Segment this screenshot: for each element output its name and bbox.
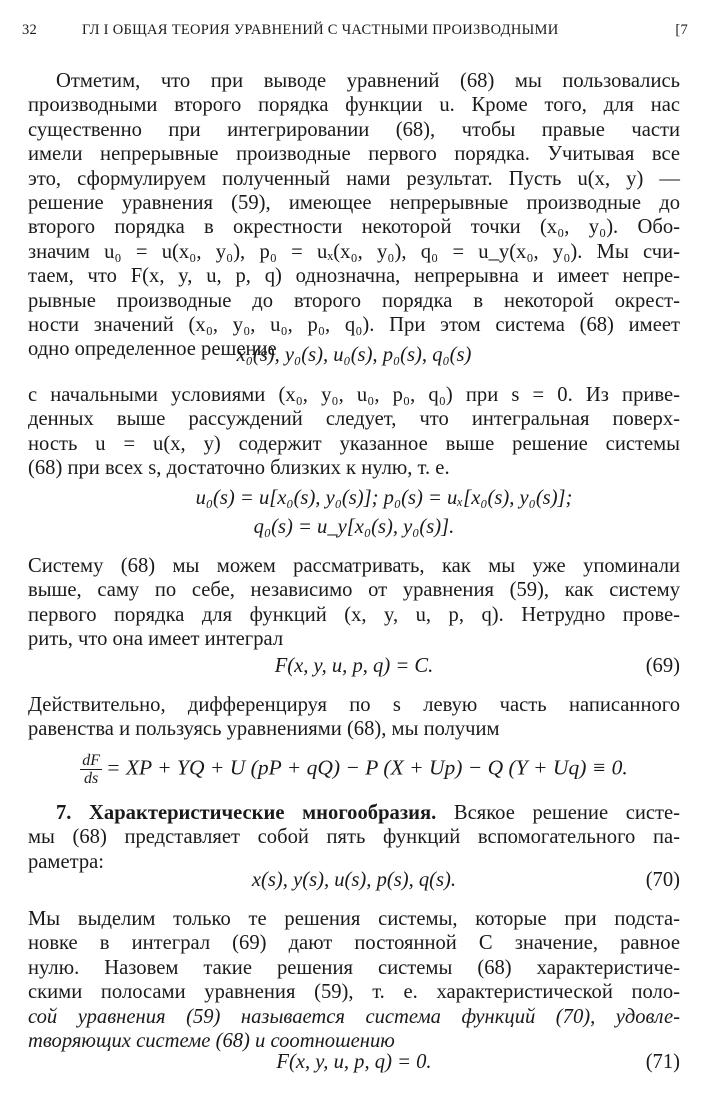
paragraph-2	[28, 383, 680, 481]
text-line: Мы выделим только те решения системы, которые при подста-	[28, 908, 680, 930]
equation-71	[28, 1051, 680, 1074]
chapter-title: ГЛ I ОБЩАЯ ТЕОРИЯ УРАВНЕНИЙ С ЧАСТНЫМИ ПРОИЗВОДНЫМИ	[82, 22, 559, 38]
text-line: это, сформулируем полученный нами результат. Пусть u(x, y) —	[28, 167, 680, 190]
equation-71-number: (71)	[645, 1051, 680, 1073]
equation-69	[28, 655, 680, 678]
text-line: Систему (68) мы можем рассматривать, как мы уже упоминали	[28, 555, 680, 577]
fraction-denominator: ds	[84, 770, 99, 787]
paragraph-4	[28, 693, 680, 742]
text-line: денных выше рассуждений следует, что интегральная поверх-	[28, 408, 680, 431]
text-line: сой уравнения (59) называется система функций (70), удовле-	[28, 1005, 680, 1028]
text-line: новке в интеграл (69) дают постоянной C значение, равное	[28, 932, 680, 955]
paragraph-5	[28, 907, 680, 1053]
text-line: мы (68) представляет собой пять функций вспомогательного па-	[28, 826, 680, 849]
formula-solution: x₀(s), y₀(s), u₀(s), p₀(s), q₀(s)	[236, 344, 472, 366]
fraction-numerator: dF	[82, 752, 101, 769]
equation-69-number: (69)	[645, 655, 680, 677]
formula-initial-conditions-2: q₀(s) = u_y[x₀(s), y₀(s)].	[253, 516, 455, 538]
text-line: рить, что она имеет интеграл	[28, 628, 284, 651]
text-line: существенно при интегрировании (68), чтобы правые части	[28, 118, 680, 141]
section-text: Всякое решение систе-	[436, 802, 680, 824]
text-line: второго порядка в окрестности некоторой точки (x₀, y₀). Обо-	[28, 216, 680, 239]
text-line: производными второго порядка функции u. Кроме того, для нас	[28, 94, 680, 117]
paragraph-3	[28, 554, 680, 652]
derivative-fraction	[80, 752, 102, 787]
text-line: решение уравнения (59), имеющее непрерывные производные до	[28, 191, 680, 214]
equation-70	[28, 869, 680, 892]
equation-derivative	[28, 752, 680, 787]
derivative-rhs: = XP + YQ + U (pP + qQ) − P (X + Up) − Q (Y + Uq) ≡ 0.	[106, 755, 628, 780]
text-line: Действительно, дифференцируя по s левую часть написанного	[28, 694, 680, 716]
text-line: одно определенное решение	[28, 338, 277, 361]
text-line: значим u₀ = u(x₀, y₀), p₀ = uₓ(x₀, y₀), q₀ = u_y(x₀, y₀). Мы счи-	[28, 240, 680, 263]
text-line: рывные производные до второго порядка в некоторой окрест-	[28, 289, 680, 312]
text-line: имели непрерывные производные первого порядка. Учитывая все	[28, 143, 680, 166]
text-line: творяющих системе (68) и соотношению	[28, 1029, 395, 1052]
text-line: нулю. Назовем такие решения системы (68) характеристиче-	[28, 956, 680, 979]
running-header	[22, 22, 688, 44]
text-line: таем, что F(x, y, u, p, q) однозначна, непрерывна и имеет непре-	[28, 265, 680, 288]
text-line: раметра:	[28, 850, 105, 873]
equation-71-formula: F(x, y, u, p, q) = 0.	[276, 1051, 432, 1073]
text-line	[28, 801, 680, 825]
equation-70-number: (70)	[645, 869, 680, 891]
text-line: ности значений (x₀, y₀, u₀, p₀, q₀). При этом система (68) имеет	[28, 313, 680, 336]
text-line: с начальными условиями (x₀, y₀, u₀, p₀, q₀) при s = 0. Из приве-	[28, 384, 680, 406]
text-line: первого порядка для функций (x, y, u, p, q). Нетрудно прове-	[28, 603, 680, 626]
text-line: ность u = u(x, y) содержит указанное выше решение системы	[28, 432, 680, 455]
section-7	[28, 801, 680, 874]
section-mark: [7	[675, 22, 688, 38]
text-line: равенства и пользуясь уравнениями (68), мы получим	[28, 718, 500, 741]
text-line: Отметим, что при выводе уравнений (68) мы пользовались	[56, 70, 680, 92]
formula-initial-conditions-1: u₀(s) = u[x₀(s), y₀(s)]; p₀(s) = uₓ[x₀(s), y₀(s)];	[195, 487, 573, 509]
page-number: 32	[22, 22, 38, 38]
equation-69-formula: F(x, y, u, p, q) = C.	[274, 655, 434, 677]
section-heading: 7. Характеристические многообразия.	[56, 802, 437, 824]
text-line: (68) при всех s, достаточно близких к нулю, т. е.	[28, 457, 450, 480]
paragraph-1	[28, 69, 680, 362]
text-line: выше, саму по себе, независимо от уравнения (59), как систему	[28, 579, 680, 602]
equation-70-formula: x(s), y(s), u(s), p(s), q(s).	[251, 869, 457, 891]
text-line: скими полосами уравнения (59), т. е. характеристической поло-	[28, 981, 680, 1004]
